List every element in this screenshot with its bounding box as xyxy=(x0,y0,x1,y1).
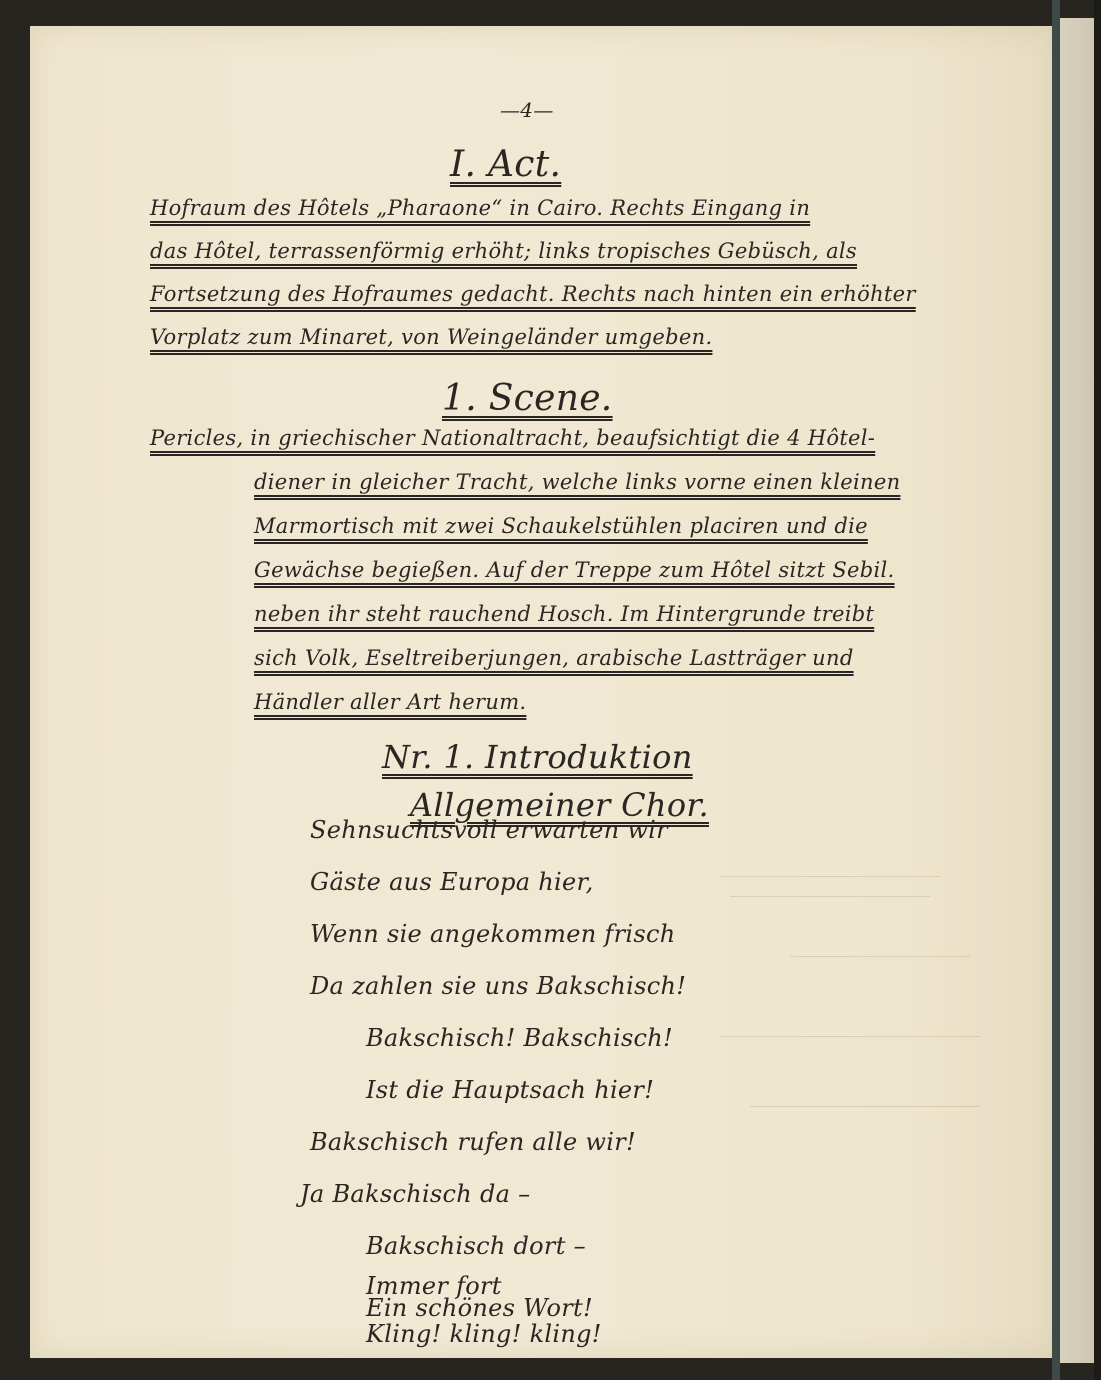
bleed-through-mark xyxy=(750,1106,980,1107)
scene-line-5: neben ihr steht rauchend Hosch. Im Hintergrunde treibt xyxy=(254,602,875,626)
lyric-line-7: Bakschisch rufen alle wir! xyxy=(310,1128,636,1156)
setting-line-3: Fortsetzung des Hofraumes gedacht. Rechts nach hinten ein erhöhter xyxy=(150,282,916,306)
manuscript-page xyxy=(30,26,1060,1358)
scene-line-7: Händler aller Art herum. xyxy=(254,690,527,714)
scene-title: 1. Scene. xyxy=(442,378,613,419)
lyric-line-10: Immer fort xyxy=(366,1272,502,1300)
setting-line-2: das Hôtel, terrassenförmig erhöht; links tropisches Gebüsch, als xyxy=(150,239,857,263)
lyric-line-5: Bakschisch! Bakschisch! xyxy=(366,1024,674,1052)
lyric-line-9: Bakschisch dort – xyxy=(366,1232,586,1260)
scene-line-2: diener in gleicher Tracht, welche links vorne einen kleinen xyxy=(254,470,901,494)
scene-line-4: Gewächse begießen. Auf der Treppe zum Hôtel sitzt Sebil. xyxy=(254,558,895,582)
lyric-line-6: Ist die Hauptsach hier! xyxy=(366,1076,655,1104)
scene-line-3: Marmortisch mit zwei Schaukelstühlen placiren und die xyxy=(254,514,868,538)
scene-line-1: Pericles, in griechischer Nationaltracht, beaufsichtigt die 4 Hôtel- xyxy=(150,426,876,450)
chorus-title: Allgemeiner Chor. xyxy=(410,786,709,824)
scan-border xyxy=(1094,0,1101,1380)
lyric-line-11: Ein schönes Wort! xyxy=(366,1294,593,1322)
binding-edge xyxy=(1052,0,1060,1380)
act-title: I. Act. xyxy=(450,144,562,185)
number-title: Nr. 1. Introduktion xyxy=(382,738,693,776)
lyric-line-8: Ja Bakschisch da – xyxy=(300,1180,531,1208)
setting-line-4: Vorplatz zum Minaret, von Weingeländer umgeben. xyxy=(150,325,713,349)
lyric-line-4: Da zahlen sie uns Bakschisch! xyxy=(310,972,687,1000)
setting-line-1: Hofraum des Hôtels „Pharaone“ in Cairo. Rechts Eingang in xyxy=(150,196,811,220)
bleed-through-mark xyxy=(730,896,930,897)
lyric-line-2: Gäste aus Europa hier, xyxy=(310,868,594,896)
lyric-line-1: Sehnsuchtsvoll erwarten wir xyxy=(310,816,668,844)
bleed-through-mark xyxy=(720,1036,980,1037)
lyric-line-12: Kling! kling! kling! xyxy=(366,1320,602,1348)
adjacent-page-edge xyxy=(1060,18,1094,1363)
bleed-through-mark xyxy=(790,956,970,957)
lyric-line-3: Wenn sie angekommen frisch xyxy=(310,920,676,948)
scene-line-6: sich Volk, Eseltreiberjungen, arabische Lastträger und xyxy=(254,646,854,670)
bleed-through-mark xyxy=(720,876,940,877)
page-number: —4— xyxy=(500,98,554,122)
